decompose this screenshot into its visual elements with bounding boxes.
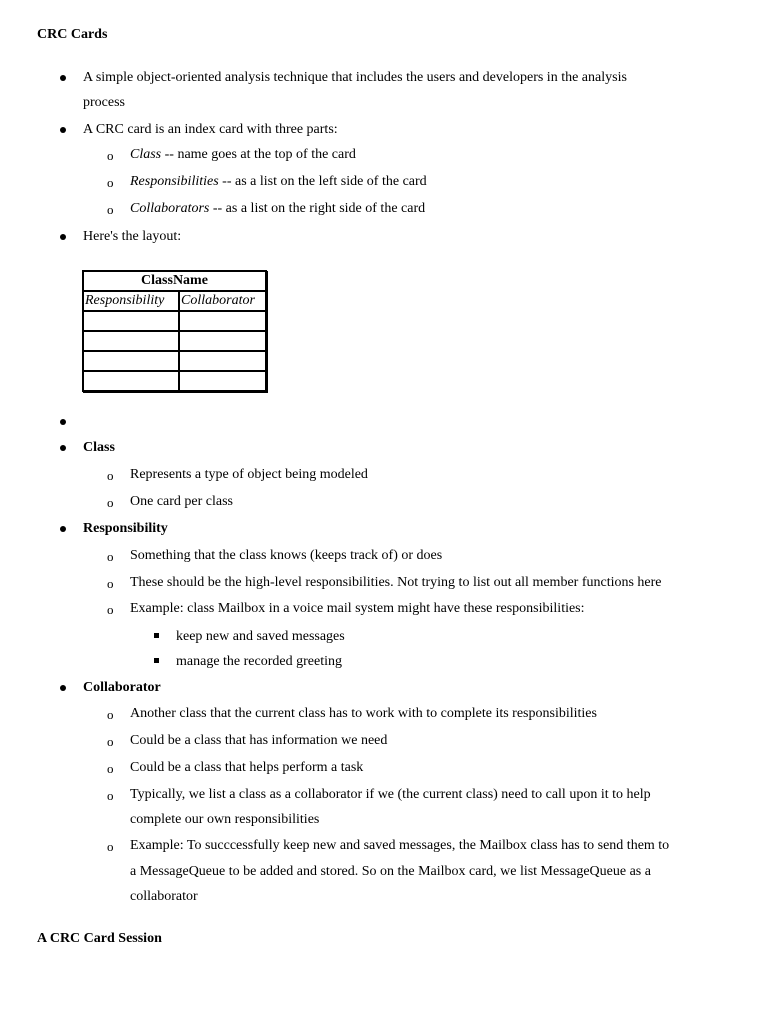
- circle-bullet-icon: o: [107, 576, 114, 591]
- bullet-icon: [60, 75, 66, 81]
- card-cell: [83, 371, 179, 391]
- card-col-collaborator: Collaborator: [179, 291, 266, 311]
- card-cell: [83, 311, 179, 331]
- card-cell: [179, 371, 266, 391]
- card-cell: [179, 311, 266, 331]
- resp-item: Example: class Mailbox in a voice mail system might have these responsibilities:: [130, 601, 585, 616]
- resp-item: These should be the high-level responsibilities. Not trying to list out all member functions here: [130, 575, 662, 590]
- circle-bullet-icon: o: [107, 202, 114, 217]
- collab-item-5a: Example: To succcessfully keep new and saved messages, the Mailbox class has to send them to: [130, 838, 670, 853]
- part-collaborators: [130, 200, 425, 218]
- collab-item: Could be a class that helps perform a task: [130, 760, 364, 775]
- circle-bullet-icon: o: [107, 495, 114, 510]
- resp-subitem: manage the recorded greeting: [176, 654, 342, 669]
- intro-text-1b: process: [83, 95, 125, 110]
- resp-subitem: keep new and saved messages: [176, 629, 345, 644]
- page-title: CRC Cards: [37, 27, 108, 42]
- part-desc: -- name goes at the top of the card: [161, 147, 356, 162]
- collaborator-heading: Collaborator: [83, 680, 161, 695]
- class-item: One card per class: [130, 494, 234, 509]
- bullet-icon: [60, 234, 66, 240]
- class-item: Represents a type of object being modeled: [130, 467, 368, 482]
- collab-item-5b: a MessageQueue to be added and stored. So on the Mailbox card, we list MessageQueue as a: [130, 864, 651, 879]
- collab-item: Another class that the current class has to work with to complete its responsibilities: [130, 706, 597, 721]
- circle-bullet-icon: o: [107, 788, 114, 803]
- circle-bullet-icon: o: [107, 468, 114, 483]
- circle-bullet-icon: o: [107, 549, 114, 564]
- bullet-icon: [60, 445, 66, 451]
- square-bullet-icon: [154, 658, 159, 663]
- circle-bullet-icon: o: [107, 839, 114, 854]
- part-desc: -- as a list on the right side of the card: [209, 201, 426, 216]
- circle-bullet-icon: o: [107, 175, 114, 190]
- part-desc: -- as a list on the left side of the card: [218, 174, 427, 189]
- part-class: [130, 146, 356, 164]
- card-cell: [179, 351, 266, 371]
- collab-item-4a: Typically, we list a class as a collaborator if we (the current class) need to call upon it to help: [130, 787, 651, 802]
- part-term: Class: [130, 147, 162, 162]
- intro-text-3: Here's the layout:: [83, 229, 182, 244]
- circle-bullet-icon: o: [107, 602, 114, 617]
- section-heading: A CRC Card Session: [37, 931, 162, 946]
- part-term: Responsibilities: [130, 174, 219, 189]
- card-cell: [179, 331, 266, 351]
- part-responsibilities: [130, 173, 427, 191]
- responsibility-heading: Responsibility: [83, 521, 168, 536]
- resp-item: Something that the class knows (keeps track of) or does: [130, 548, 443, 563]
- collab-item: Could be a class that has information we need: [130, 733, 388, 748]
- class-heading: Class: [83, 440, 115, 455]
- bullet-icon: [60, 419, 66, 425]
- square-bullet-icon: [154, 633, 159, 638]
- collab-item-5c: collaborator: [130, 889, 198, 904]
- bullet-icon: [60, 127, 66, 133]
- collab-item-4b: complete our own responsibilities: [130, 812, 320, 827]
- circle-bullet-icon: o: [107, 761, 114, 776]
- card-class-name: ClassName: [83, 271, 266, 291]
- crc-card-table: [82, 270, 267, 392]
- card-cell: [83, 331, 179, 351]
- intro-text-1a: A simple object-oriented analysis technique that includes the users and developers in the analysis: [83, 70, 627, 85]
- circle-bullet-icon: o: [107, 707, 114, 722]
- bullet-icon: [60, 526, 66, 532]
- circle-bullet-icon: o: [107, 734, 114, 749]
- part-term: Collaborators: [130, 201, 210, 216]
- card-cell: [83, 351, 179, 371]
- intro-text-2: A CRC card is an index card with three parts:: [83, 122, 338, 137]
- card-col-responsibility: Responsibility: [83, 291, 179, 311]
- circle-bullet-icon: o: [107, 148, 114, 163]
- bullet-icon: [60, 685, 66, 691]
